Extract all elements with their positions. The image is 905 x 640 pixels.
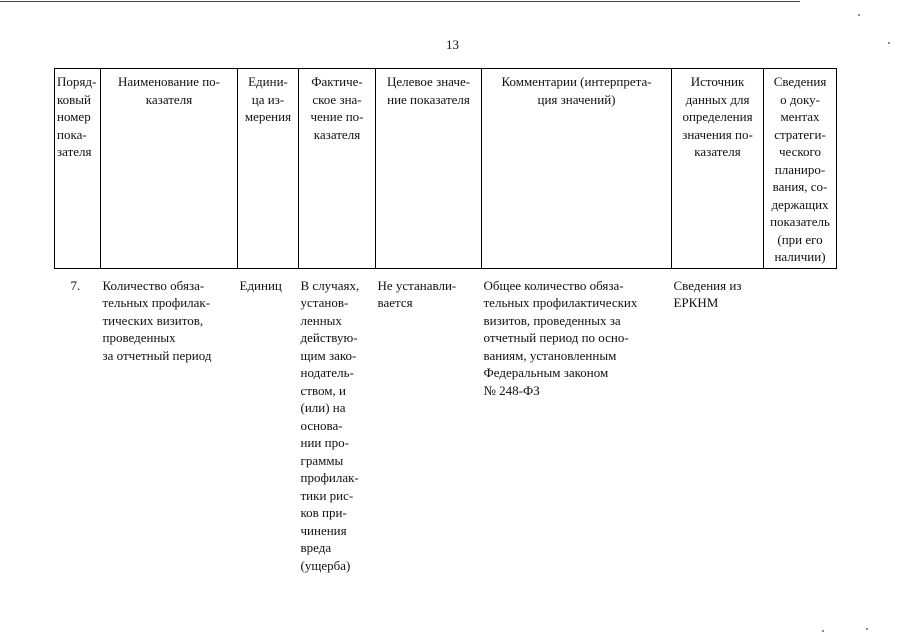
top-rule	[0, 1, 800, 2]
header-source: Источник данных для определения значения по- казателя	[672, 69, 764, 269]
scan-speck	[866, 628, 868, 630]
header-actual-value: Фактиче- ское зна- чение по- казателя	[299, 69, 376, 269]
header-unit: Едини- ца из- мерения	[238, 69, 299, 269]
cell-strategic-docs	[764, 268, 837, 574]
header-name: Наименование по- казателя	[101, 69, 238, 269]
table-row	[55, 268, 837, 574]
cell-source: Сведения из ЕРКНМ	[673, 277, 742, 310]
scan-speck	[888, 42, 890, 44]
table-header-row	[55, 69, 837, 269]
cell-target-value: Не устанавли- вается	[377, 277, 457, 310]
cell-unit: Единиц	[239, 277, 282, 293]
scan-speck	[858, 14, 860, 16]
indicators-table	[54, 68, 837, 574]
header-strategic-docs: Сведения о доку- ментах стратеги- ческого планиро- вания, со- держащих показатель (при его наличии)	[764, 69, 837, 269]
header-number: Поряд- ковый номер пока- зателя	[55, 69, 101, 269]
scan-speck	[822, 630, 824, 632]
cell-number: 7.	[70, 277, 81, 293]
header-comments: Комментарии (интерпрета- ция значений)	[482, 69, 672, 269]
cell-actual-value: В случаях, установ- ленных действую- щим зако- нодатель- ством, и (или) на основа- нии про- граммы профилак- тики рис- ков при- чинения вреда (ущерба)	[300, 277, 360, 573]
cell-comments: Общее количество обяза- тельных профилактических визитов, проведенных за отчетный период по осно- ваниям, установленным Федеральным законом № 248-ФЗ	[483, 277, 638, 398]
page-number: 13	[446, 37, 459, 52]
cell-name: Количество обяза- тельных профилак- тических визитов, проведенных за отчетный период	[102, 277, 212, 363]
header-target-value: Целевое значе- ние показателя	[376, 69, 482, 269]
